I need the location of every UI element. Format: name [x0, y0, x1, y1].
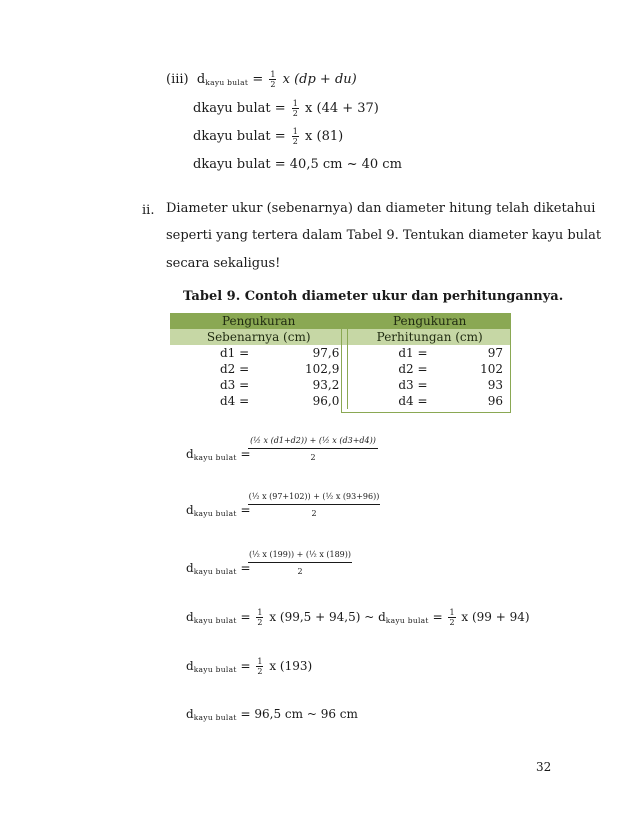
step-iii-line2: [193, 99, 379, 118]
cell-value: 102: [480, 362, 503, 376]
d-symbol: d: [196, 72, 206, 87]
header-computed-unit: Perhitungan (cm): [348, 329, 511, 345]
calc-lhs-2: $d_{kayu bulat}$ =: [186, 503, 251, 518]
fraction-numerator: (½ x (199)) + (½ x (189)): [248, 550, 352, 563]
subscript: kayu bulat: [205, 78, 249, 87]
cell-value: 96: [487, 394, 503, 408]
calc-lhs-1: $d_{kayu bulat}$ =: [186, 447, 251, 462]
calc-lhs-3: $d_{kayu bulat}$ =: [186, 561, 251, 576]
step-iii-formula: [166, 70, 357, 89]
fraction-half: $\frac{1}{2}$: [292, 127, 298, 146]
step-iii-line3: [193, 127, 343, 146]
fraction-numerator: (½ x (97+102)) + (½ x (93+96)): [248, 492, 380, 505]
calc-fraction-3: [248, 550, 352, 576]
step-label: (iii): [166, 72, 189, 87]
cell-label: d2 =: [348, 361, 461, 377]
diameter-table: [170, 313, 511, 409]
header-measured: Pengukuran: [170, 313, 348, 329]
step-iii-result: dkayu bulat = 40,5 cm ~ 40 cm: [193, 157, 402, 172]
fraction-numerator: (½ x (d1+d2)) + (½ x (d3+d4)): [248, 436, 378, 449]
fraction-denominator: 2: [297, 567, 303, 576]
cell-label: d1 =: [348, 345, 461, 361]
fraction-half: $\frac{1}{2}$: [270, 70, 276, 89]
table-row: [170, 393, 511, 409]
question-line-1: Diameter ukur (sebenarnya) dan diameter hitung telah diketahui: [166, 201, 596, 216]
table-row: [170, 345, 511, 361]
formula-expr: x (dp + du): [282, 72, 357, 87]
equals: =: [252, 72, 264, 87]
fraction-half: $\frac{1}{2}$: [449, 608, 455, 627]
cell-label: d4 =: [348, 393, 461, 409]
cell-label: d3 =: [348, 377, 461, 393]
line-label: dkayu bulat =: [193, 129, 286, 144]
line-expr: x (44 + 37): [305, 101, 379, 116]
table-caption: Tabel 9. Contoh diameter ukur dan perhitungannya.: [183, 289, 564, 304]
cell-label: d1 =: [220, 346, 250, 360]
fraction-half: $\frac{1}{2}$: [257, 657, 263, 676]
cell-value: 96,0: [312, 394, 340, 408]
cell-label: d4 =: [220, 394, 250, 408]
header-measured-unit: Sebenarnya (cm): [170, 329, 348, 345]
page-number: 32: [536, 760, 552, 774]
table-row: [170, 361, 511, 377]
question-line-2: seperti yang tertera dalam Tabel 9. Tentukan diameter kayu bulat: [166, 228, 602, 243]
question-line-3: secara sekaligus!: [166, 256, 281, 271]
fraction-denominator: 2: [311, 509, 317, 518]
cell-label: d2 =: [220, 362, 250, 376]
list-marker: ii.: [142, 203, 155, 218]
calc-fraction-1: [248, 436, 378, 462]
cell-value: 97: [487, 346, 503, 360]
fraction-denominator: 2: [310, 453, 316, 462]
cell-label: d3 =: [220, 378, 250, 392]
table-row: [170, 377, 511, 393]
header-computed: Pengukuran: [348, 313, 511, 329]
line-expr: x (81): [305, 129, 344, 144]
fraction-half: $\frac{1}{2}$: [257, 608, 263, 627]
cell-value: 93: [487, 378, 503, 392]
calc-fraction-2: [248, 492, 380, 518]
line-label: dkayu bulat =: [193, 101, 286, 116]
cell-value: 93,2: [312, 378, 340, 392]
calc-line-6: $d_{kayu bulat} = 96,5$ cm ~ 96 cm: [186, 707, 358, 722]
fraction-half: $\frac{1}{2}$: [292, 99, 298, 118]
calc-line-4: $d_{kayu bulat}$ = $\frac{1}{2}$ x (99,5 + 94,5) ~ $d_{kayu bulat}$ = $\frac{1}{2}$ x (99 + 94): [186, 608, 530, 627]
calc-line-5: $d_{kayu bulat}$ = $\frac{1}{2}$ x (193): [186, 657, 313, 676]
cell-value: 102,9: [305, 362, 340, 376]
cell-value: 97,6: [312, 346, 340, 360]
